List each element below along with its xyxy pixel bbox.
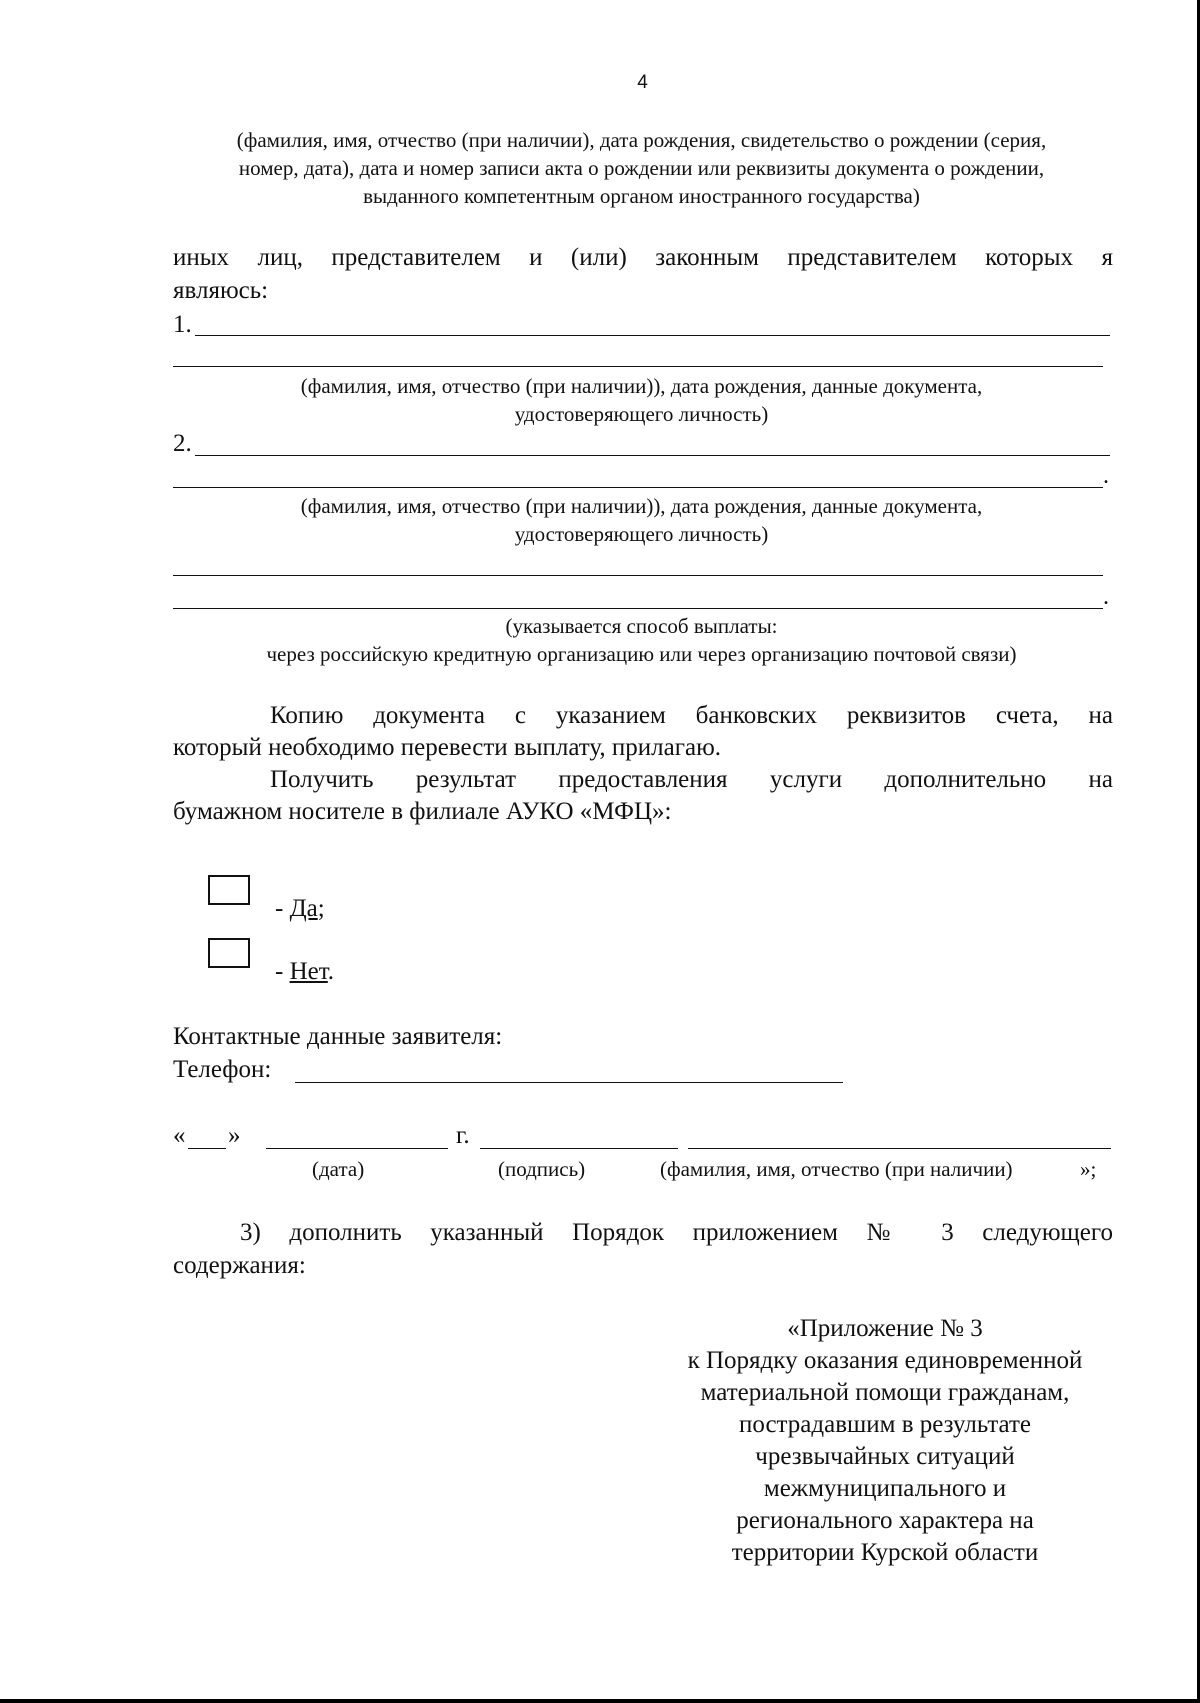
payment-input-line[interactable]	[173, 575, 1103, 576]
option-yes-suffix: ;	[317, 895, 325, 922]
others-text-line-1: иных лиц, представителем и (или) законным представителем которых я	[173, 244, 1113, 271]
person-2-input-line[interactable]	[195, 455, 1110, 456]
caption-date: (дата)	[312, 1157, 365, 1181]
birth-note-line: (фамилия, имя, отчество (при наличии), дата рождения, свидетельство о рождении (серия,	[236, 128, 1047, 152]
person-2-note	[150, 492, 1133, 548]
option-no-suffix: .	[327, 958, 335, 985]
item-1-number: 1.	[173, 311, 192, 338]
option-yes-prefix: -	[275, 895, 290, 922]
supplement-text-line-2: содержания:	[173, 1252, 306, 1279]
option-no-label	[275, 956, 334, 988]
page-frame-bottom	[0, 1699, 1200, 1703]
birth-note-line: выданного компетентным органом иностранного государства)	[363, 184, 920, 208]
appendix-line: межмуниципального и	[763, 1475, 1007, 1502]
item-2-number: 2.	[173, 430, 192, 457]
person-2-input-line-2[interactable]	[173, 487, 1103, 488]
payment-note-line: через российскую кредитную организацию или через организацию почтовой связи)	[266, 642, 1017, 666]
date-open-quote: «	[173, 1122, 186, 1149]
person-note-line: удостоверяющего личность)	[514, 402, 769, 426]
appendix-header	[645, 1313, 1125, 1569]
payment-period: .	[1103, 584, 1109, 610]
option-no-prefix: -	[275, 958, 290, 985]
supplement-text-line-1: 3) дополнить указанный Порядок приложением № 3 следующего	[240, 1219, 1113, 1246]
appendix-line: к Порядку оказания единовременной	[687, 1347, 1083, 1374]
caption-end: »;	[1080, 1157, 1097, 1181]
copy-text-line-1: Копию документа с указанием банковских реквизитов счета, на	[270, 702, 1113, 729]
receive-text-line-1: Получить результат предоставления услуги дополнительно на	[270, 766, 1113, 793]
person-note-line: удостоверяющего личность)	[514, 522, 769, 546]
date-day-input-line[interactable]	[188, 1148, 226, 1149]
payment-input-line-2[interactable]	[173, 608, 1103, 609]
payment-note-line: (указывается способ выплаты:	[505, 614, 778, 638]
appendix-line: регионального характера на	[736, 1507, 1034, 1534]
option-yes-label	[275, 893, 325, 925]
receive-text-line-2: бумажном носителе в филиале АУКО «МФЦ»:	[173, 798, 672, 825]
person-2-period: .	[1103, 463, 1109, 489]
page-number: 4	[637, 72, 648, 93]
option-yes-text: Да	[289, 895, 318, 922]
birth-note-line: номер, дата), дата и номер записи акта о рождении или реквизиты документа о рождении,	[238, 156, 1045, 180]
appendix-line: материальной помощи гражданам,	[700, 1379, 1070, 1406]
date-month-input-line[interactable]	[266, 1148, 448, 1149]
appendix-line: «Приложение № 3	[787, 1315, 983, 1342]
caption-signature: (подпись)	[498, 1157, 586, 1181]
person-1-input-line[interactable]	[195, 335, 1110, 336]
caption-fio: (фамилия, имя, отчество (при наличии)	[660, 1157, 1013, 1181]
person-1-note	[150, 372, 1133, 428]
checkbox-yes[interactable]	[208, 875, 250, 905]
others-text-line-2: являюсь:	[173, 277, 269, 304]
contacts-label: Контактные данные заявителя:	[173, 1023, 503, 1050]
appendix-line: чрезвычайных ситуаций	[755, 1443, 1015, 1470]
person-note-line: (фамилия, имя, отчество (при наличии)), дата рождения, данные документа,	[300, 494, 983, 518]
fio-input-line[interactable]	[688, 1148, 1111, 1149]
person-1-input-line-2[interactable]	[173, 366, 1103, 367]
option-no-text: Нет	[289, 958, 328, 985]
phone-label: Телефон:	[173, 1056, 272, 1083]
date-close-quote: »	[228, 1122, 241, 1149]
person-note-line: (фамилия, имя, отчество (при наличии)), дата рождения, данные документа,	[300, 374, 983, 398]
payment-note	[150, 612, 1133, 668]
appendix-line: территории Курской области	[731, 1539, 1039, 1566]
appendix-line: пострадавшим в результате	[738, 1411, 1032, 1438]
phone-input-line[interactable]	[295, 1082, 843, 1083]
signature-input-line[interactable]	[480, 1148, 678, 1149]
checkbox-no[interactable]	[208, 938, 250, 968]
year-suffix: г.	[456, 1122, 470, 1149]
birth-note	[150, 126, 1133, 210]
copy-text-line-2: который необходимо перевести выплату, прилагаю.	[173, 734, 722, 761]
